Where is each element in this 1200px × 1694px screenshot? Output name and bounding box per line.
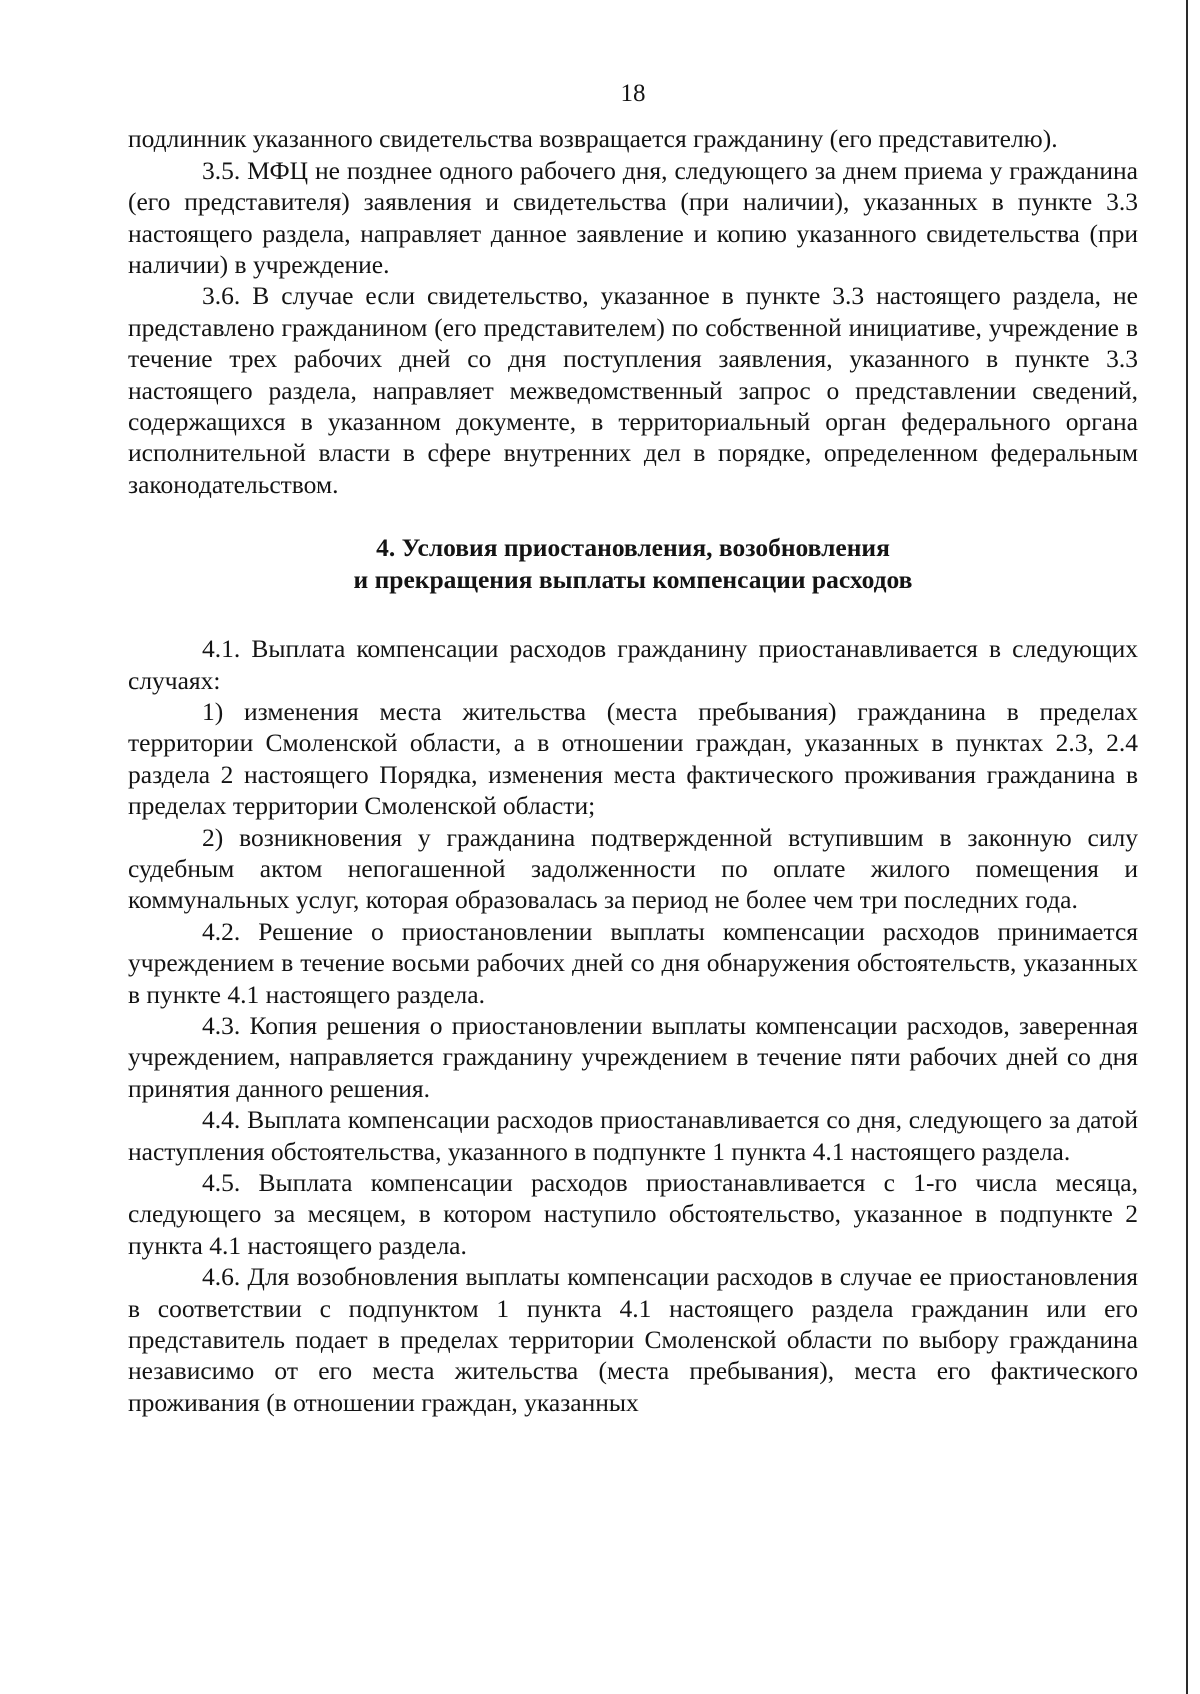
paragraph-3-5: 3.5. МФЦ не позднее одного рабочего дня, следующего за днем приема у гражданина (его представителя) заявления и свидетельства (при наличии), указанных в пункте 3.3 настоящего раздела, направляет данное заявление и копию указанного свидетельства (при наличии) в учреждение. [128, 155, 1138, 280]
page-number: 18 [620, 80, 646, 107]
paragraph-4-6: 4.6. Для возобновления выплаты компенсации расходов в случае ее приостановления в соответствии с подпунктом 1 пункта 4.1 настоящего раздела гражданин или его представитель подает в пределах территории Смоленской области по выбору гражданина независимо от его места жительства (места пребывания), места его фактического проживания (в отношении граждан, указанных [128, 1262, 1138, 1417]
paragraph-4-1-item-1: 1) изменения места жительства (места пребывания) гражданина в пределах территории Смоленской области, а в отношении граждан, указанных в пунктах 2.3, 2.4 раздела 2 настоящего Порядка, изменения места фактического проживания гражданина в пределах территории Смоленской области; [128, 696, 1138, 821]
paragraph-4-2: 4.2. Решение о приостановлении выплаты компенсации расходов принимается учреждением в течение восьми рабочих дней со дня обнаружения обстоятельств, указанных в пункте 4.1 настоящего раздела. [128, 916, 1138, 1009]
section-4-heading-line-1: 4. Условия приостановления, возобновления [376, 533, 890, 563]
paragraph-4-4: 4.4. Выплата компенсации расходов приостанавливается со дня, следующего за датой наступления обстоятельства, указанного в подпункте 1 пункта 4.1 настоящего раздела. [128, 1105, 1138, 1166]
paragraph-4-5: 4.5. Выплата компенсации расходов приостанавливается с 1-го числа месяца, следующего за месяцем, в котором наступило обстоятельство, указанное в подпункте 2 пункта 4.1 настоящего раздела. [128, 1168, 1138, 1260]
paragraph-4-3: 4.3. Копия решения о приостановлении выплаты компенсации расходов, заверенная учреждением, направляется гражданину учреждением в течение пяти рабочих дней со дня принятия данного решения. [128, 1010, 1138, 1103]
section-4-heading-line-2: и прекращения выплаты компенсации расходов [353, 564, 913, 594]
scan-edge-line [1186, 0, 1188, 1694]
paragraph-3-6: 3.6. В случае если свидетельство, указанное в пункте 3.3 настоящего раздела, не представлено гражданином (его представителем) по собственной инициативе, учреждение в течение трех рабочих дней со дня поступления заявления, указанного в пункте 3.3 настоящего раздела, направляет межведомственный запрос о представлении сведений, содержащихся в указанном документе, в территориальный орган федерального органа исполнительной власти в сфере внутренних дел в порядке, определенном федеральным законодательством. [128, 281, 1138, 499]
paragraph-continuation: подлинник указанного свидетельства возвращается гражданину (его представителю). [128, 124, 1058, 154]
paragraph-4-1: 4.1. Выплата компенсации расходов гражданину приостанавливается в следующих случаях: [128, 634, 1138, 695]
section-4-heading [128, 532, 1138, 595]
paragraph-4-1-item-2: 2) возникновения у гражданина подтвержденной вступившим в законную силу судебным актом непогашенной задолженности по оплате жилого помещения и коммунальных услуг, которая образовалась за период не более чем три последних года. [128, 822, 1138, 915]
